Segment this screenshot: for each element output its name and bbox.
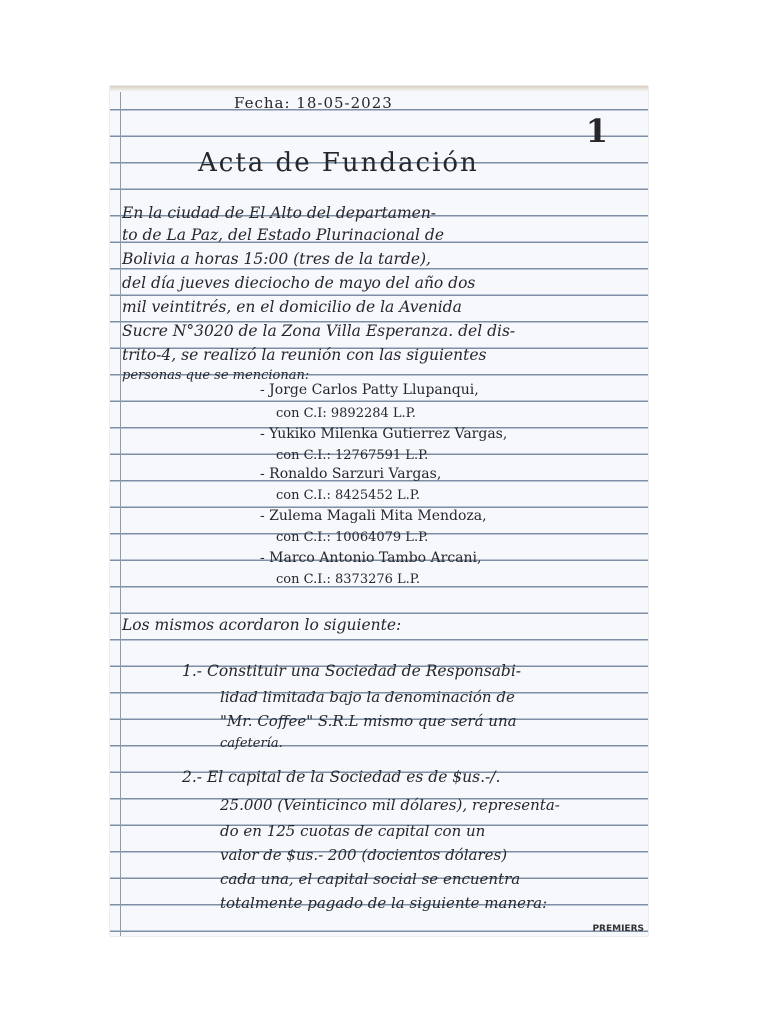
document-date: Fecha: 18-05-2023 bbox=[234, 94, 393, 112]
clause-2-line: 25.000 (Veinticinco mil dólares), representa- bbox=[220, 796, 560, 814]
person-name: - Ronaldo Sarzuri Vargas, bbox=[260, 466, 442, 482]
person-name: - Zulema Magali Mita Mendoza, bbox=[260, 508, 487, 524]
clause-1-line: cafetería. bbox=[220, 736, 283, 751]
clause-2-line: totalmente pagado de la siguiente manera: bbox=[220, 894, 548, 912]
person-name: - Yukiko Milenka Gutierrez Vargas, bbox=[260, 426, 508, 442]
clause-2-line: 2.- El capital de la Sociedad es de $us.-/. bbox=[182, 768, 501, 786]
clause-1-line: 1.- Constituir una Sociedad de Responsabi- bbox=[182, 662, 522, 680]
clause-2-line: do en 125 cuotas de capital con un bbox=[220, 822, 486, 840]
clause-1-line: lidad limitada bajo la denominación de bbox=[220, 688, 515, 706]
clause-2-line: cada una, el capital social se encuentra bbox=[220, 870, 521, 888]
intro-line: to de La Paz, del Estado Plurinacional de bbox=[122, 226, 444, 244]
clause-1-line: "Mr. Coffee" S.R.L mismo que será una bbox=[220, 712, 517, 730]
document-title: Acta de Fundación bbox=[198, 148, 479, 178]
notebook-page bbox=[110, 86, 648, 936]
agreement-intro: Los mismos acordaron lo siguiente: bbox=[122, 616, 402, 634]
notebook-brand-logo: PREMIERS bbox=[592, 924, 644, 934]
page-top-edge bbox=[110, 86, 648, 92]
person-ci: con C.I.: 12767591 L.P. bbox=[276, 448, 429, 463]
intro-line: personas que se mencionan: bbox=[122, 368, 310, 383]
person-ci: con C.I: 9892284 L.P. bbox=[276, 406, 416, 421]
intro-line: trito-4, se realizó la reunión con las siguientes bbox=[122, 346, 487, 364]
page-number: 1 bbox=[585, 112, 608, 150]
person-ci: con C.I.: 8425452 L.P. bbox=[276, 488, 421, 503]
intro-line: del día jueves dieciocho de mayo del año dos bbox=[122, 274, 476, 292]
intro-line: Sucre N°3020 de la Zona Villa Esperanza. del dis- bbox=[122, 322, 516, 340]
intro-line: En la ciudad de El Alto del departamen- bbox=[122, 204, 437, 222]
intro-line: mil veintitrés, en el domicilio de la Avenida bbox=[122, 298, 462, 316]
intro-line: Bolivia a horas 15:00 (tres de la tarde), bbox=[122, 250, 431, 268]
person-name: - Jorge Carlos Patty Llupanqui, bbox=[260, 382, 479, 398]
person-ci: con C.I.: 8373276 L.P. bbox=[276, 572, 421, 587]
person-ci: con C.I.: 10064079 L.P. bbox=[276, 530, 429, 545]
clause-2-line: valor de $us.- 200 (docientos dólares) bbox=[220, 846, 508, 864]
person-name: - Marco Antonio Tambo Arcani, bbox=[260, 550, 482, 566]
